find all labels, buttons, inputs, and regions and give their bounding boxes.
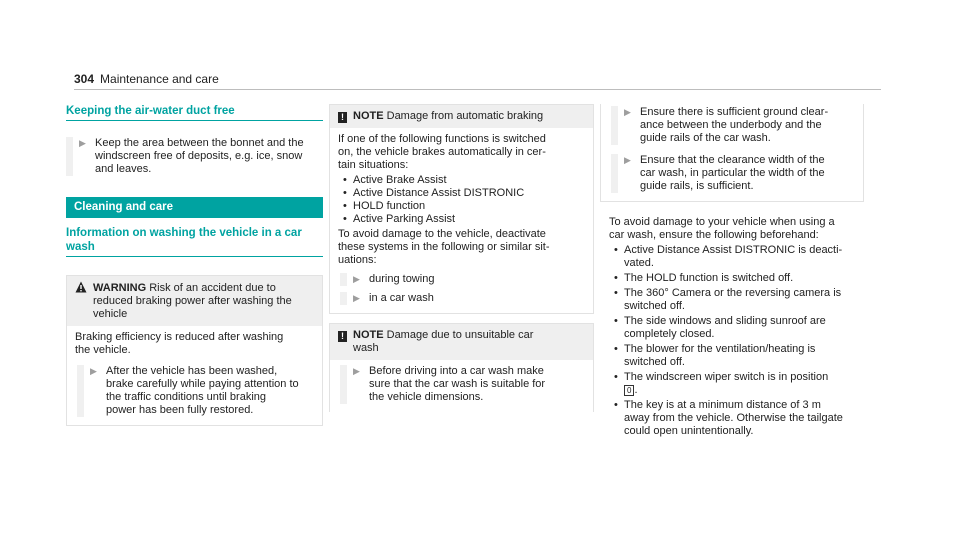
triangle-arrow-icon: ▶ xyxy=(353,293,360,303)
column-left xyxy=(64,104,323,426)
list-item: • The 360° Camera or the reversing camera is switched off. xyxy=(614,287,842,312)
subsection-title-car-wash: Information on washing the vehicle in a car wash xyxy=(66,226,323,257)
instruction-step: ▶ Before driving into a car wash make sure that the car wash is suitable for the vehicle dimensions. xyxy=(340,365,585,404)
page-section-title: Maintenance and care xyxy=(100,72,219,86)
note-box-body xyxy=(601,104,863,201)
list-item: • The key is at a minimum distance of 3 m away from the vehicle. Otherwise the tailgate could open unintentionally. xyxy=(614,399,843,437)
list-item: • The windscreen wiper switch is in position 0 . xyxy=(614,371,829,396)
list-item: • Active Distance Assist DISTRONIC is deacti- vated. xyxy=(614,244,843,269)
list-item: • The side windows and sliding sunroof are completely closed. xyxy=(614,315,826,340)
instruction-step: ▶ Ensure there is sufficient ground clear- ance between the underbody and the guide rails of the car wash. xyxy=(611,106,855,145)
page-number: 304 xyxy=(74,72,95,86)
column-middle xyxy=(327,104,594,412)
note-exclamation-icon: ! xyxy=(338,112,347,123)
instruction-step: ▶ during towing xyxy=(340,273,585,286)
list-item: • Active Parking Assist xyxy=(343,213,456,225)
warning-triangle-icon xyxy=(75,281,87,293)
section-title-air-water-duct: Keeping the air-water duct free xyxy=(66,104,323,121)
instruction-step: ▶ in a car wash xyxy=(340,292,585,305)
list-item: • Active Brake Assist xyxy=(343,174,447,186)
list-item: • HOLD function xyxy=(343,200,426,212)
column-right xyxy=(598,104,864,438)
note-box-header: ! NOTE Damage due to unsuitable car wash xyxy=(330,324,593,360)
wiper-position-0-icon: 0 xyxy=(624,385,634,396)
note-box-body: If one of the following functions is switched on, the vehicle brakes automatically in cer- tain situations: • Active Brake Assist • Active Distance Assist DISTRONIC • HOLD function • Active Parking Assist To avoid damage to the vehicle, deactivate these systems in the following or similar sit- uations: ▶ during towing ▶ in a car wash xyxy=(330,128,593,313)
list-item: • The blower for the ventilation/heating is switched off. xyxy=(614,343,816,368)
triangle-arrow-icon: ▶ xyxy=(90,366,97,376)
list-item: • Active Distance Assist DISTRONIC xyxy=(343,187,525,199)
triangle-arrow-icon: ▶ xyxy=(79,138,86,148)
instruction-step: ▶ Keep the area between the bonnet and the windscreen free of deposits, e.g. ice, snow and leaves. xyxy=(66,137,323,176)
car-wash-preparation: To avoid damage to your vehicle when using a car wash, ensure the following beforehand: • Active Distance Assist DISTRONIC is deacti- vated. • The HOLD function is switched off. • The 360° Camera or the reversing camera is switched off. • The side windows and sliding sunroof are completely closed. • The blower for the ventilation/heating is switched off. • The windscreen wiper switch is in position 0 . • The key is at a minimum distance of 3 m away from the vehicle. Otherwise the tailgate could open unintentionally. xyxy=(609,216,864,438)
list-item: • The HOLD function is switched off. xyxy=(614,272,794,284)
section-banner-cleaning: Cleaning and care xyxy=(66,197,323,218)
page-header xyxy=(74,73,881,90)
warning-box-header: WARNING Risk of an accident due to reduced braking power after washing the vehicle xyxy=(67,276,322,326)
triangle-arrow-icon: ▶ xyxy=(353,274,360,284)
note-box-body xyxy=(330,360,593,412)
note-box-continued xyxy=(600,104,864,202)
note-box-unsuitable-car-wash xyxy=(329,323,594,412)
triangle-arrow-icon: ▶ xyxy=(624,155,631,165)
warning-box-body: Braking efficiency is reduced after washing the vehicle. ▶ After the vehicle has been washed, brake carefully while paying attention to the traffic conditions until braking power has been fully restored. xyxy=(67,326,322,425)
instruction-step: ▶ Ensure that the clearance width of the car wash, in particular the width of the guide rails, is sufficient. xyxy=(611,154,855,193)
note-box-automatic-braking xyxy=(329,104,594,314)
note-exclamation-icon: ! xyxy=(338,331,347,342)
warning-box xyxy=(66,275,323,426)
triangle-arrow-icon: ▶ xyxy=(353,366,360,376)
instruction-step: ▶ After the vehicle has been washed, brake carefully while paying attention to the traffic conditions until braking power has been fully restored. xyxy=(77,365,314,417)
triangle-arrow-icon: ▶ xyxy=(624,107,631,117)
note-box-header: ! NOTE Damage from automatic braking xyxy=(330,105,593,128)
